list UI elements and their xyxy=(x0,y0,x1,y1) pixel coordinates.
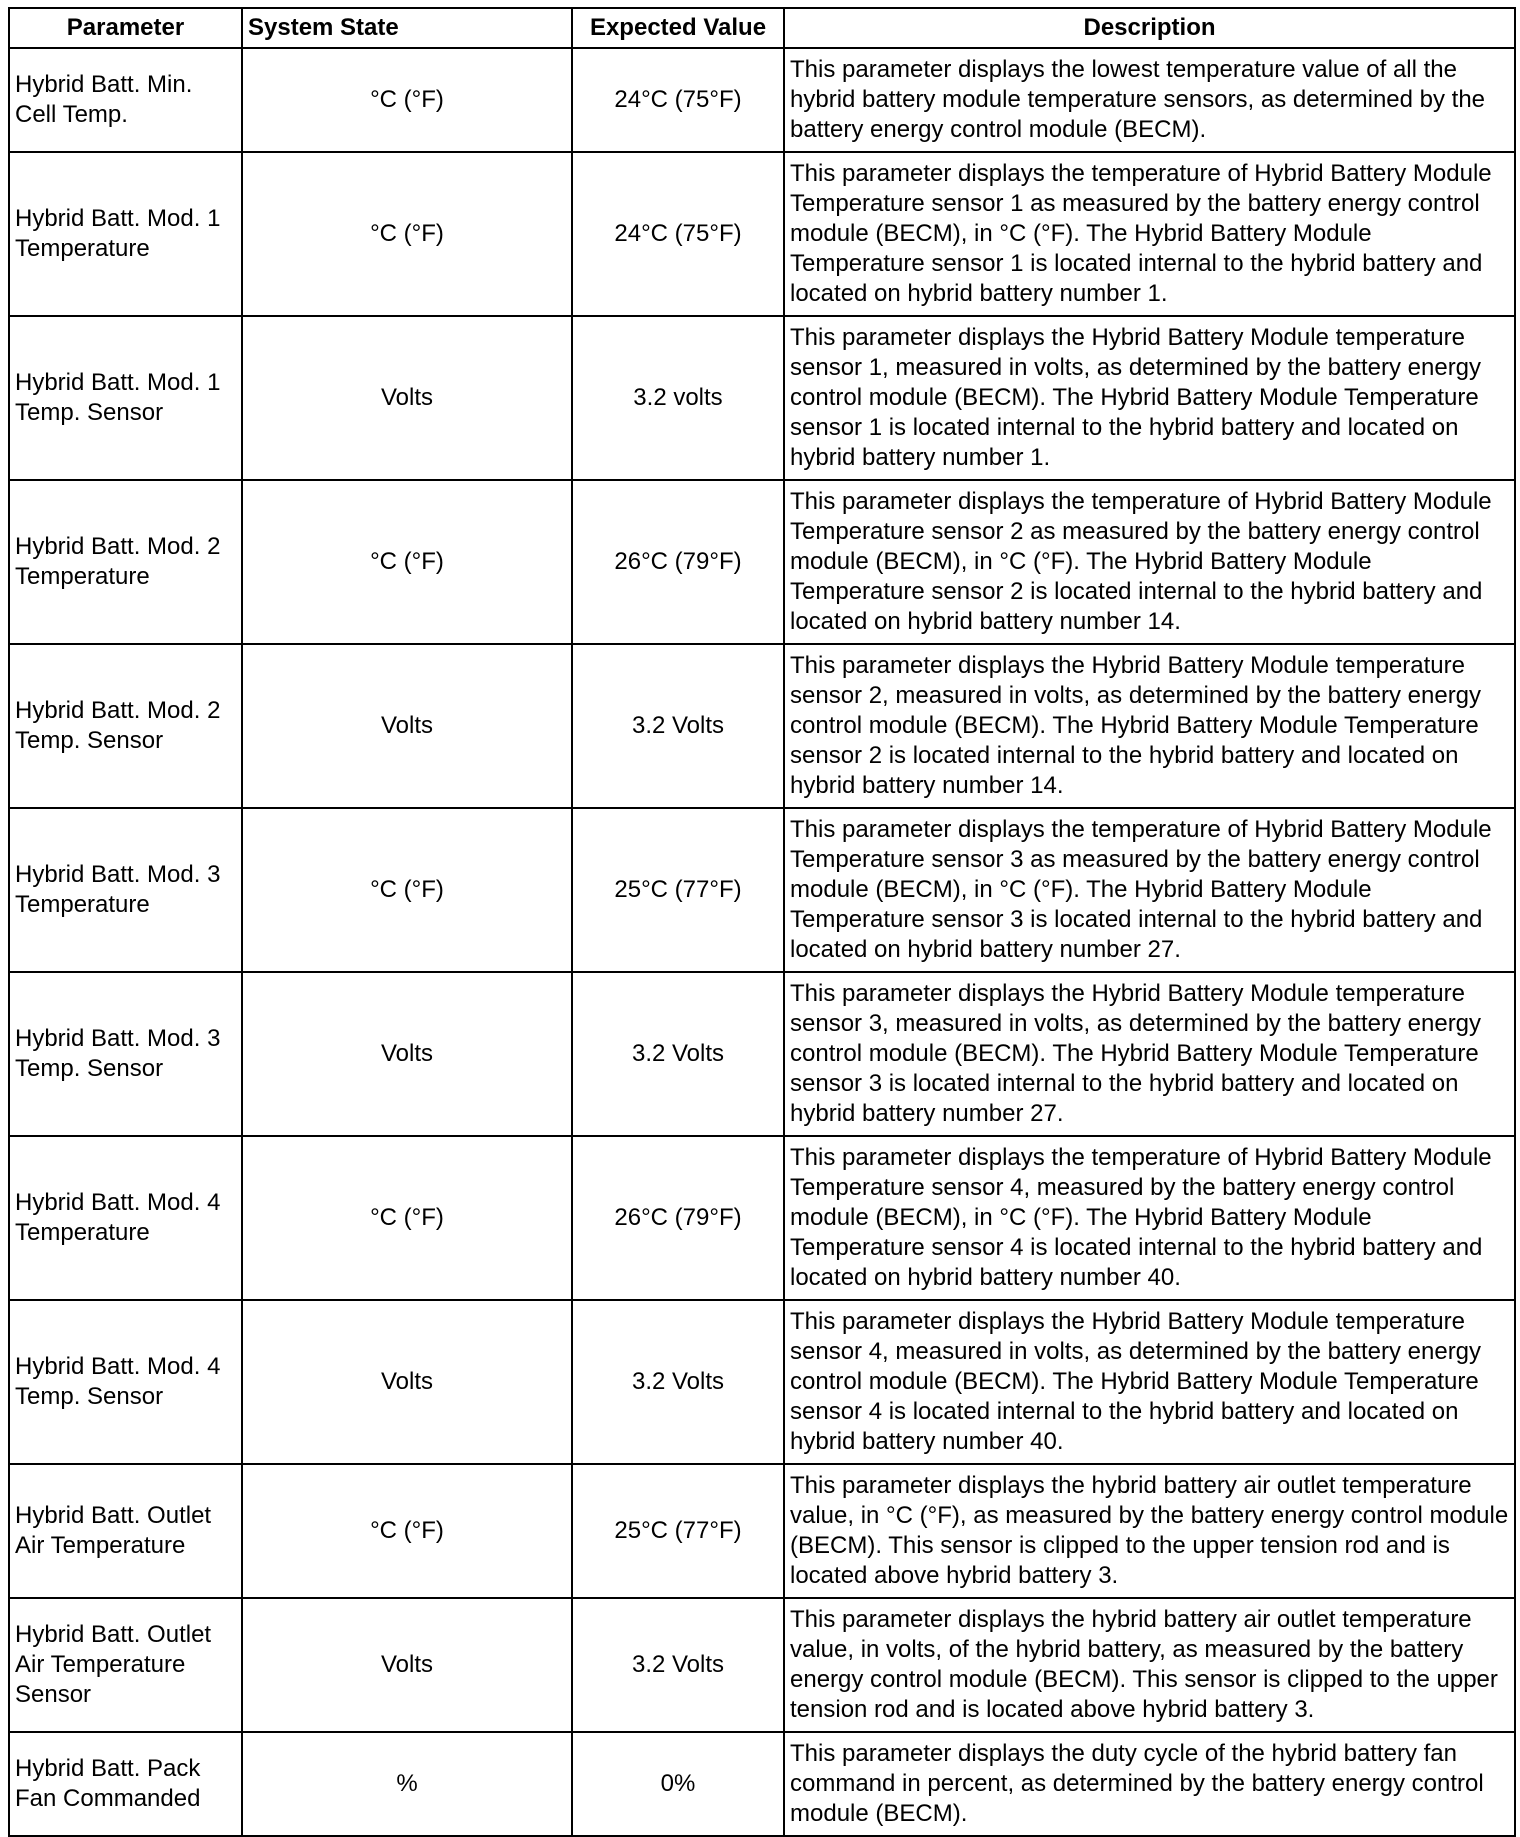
header-expected-value: Expected Value xyxy=(572,8,784,48)
parameter-cell: Hybrid Batt. Mod. 2 Temp. Sensor xyxy=(9,644,242,808)
table-row xyxy=(9,316,1515,480)
header-parameter: Parameter xyxy=(9,8,242,48)
expected-value-cell: 25°C (77°F) xyxy=(572,808,784,972)
table-row xyxy=(9,1732,1515,1836)
table-row xyxy=(9,48,1515,152)
description-cell: This parameter displays the hybrid battery air outlet temperature value, in volts, of the hybrid battery, as measured by the battery energy control module (BECM). This sensor is clipped to the upper tension rod and is located above hybrid battery 3. xyxy=(784,1598,1515,1732)
system-state-cell: °C (°F) xyxy=(242,1136,572,1300)
system-state-cell: °C (°F) xyxy=(242,152,572,316)
description-cell: This parameter displays the Hybrid Battery Module temperature sensor 2, measured in volts, as determined by the battery energy control module (BECM). The Hybrid Battery Module Temperature sensor 2 is located internal to the hybrid battery and located on hybrid battery number 14. xyxy=(784,644,1515,808)
description-cell: This parameter displays the temperature of Hybrid Battery Module Temperature sensor 3 as measured by the battery energy control module (BECM), in °C (°F). The Hybrid Battery Module Temperature sensor 3 is located internal to the hybrid battery and located on hybrid battery number 27. xyxy=(784,808,1515,972)
header-description: Description xyxy=(784,8,1515,48)
description-cell: This parameter displays the lowest temperature value of all the hybrid battery module temperature sensors, as determined by the battery energy control module (BECM). xyxy=(784,48,1515,152)
system-state-cell: % xyxy=(242,1732,572,1836)
parameter-cell: Hybrid Batt. Mod. 2 Temperature xyxy=(9,480,242,644)
expected-value-cell: 26°C (79°F) xyxy=(572,1136,784,1300)
parameter-cell: Hybrid Batt. Outlet Air Temperature xyxy=(9,1464,242,1598)
system-state-cell: °C (°F) xyxy=(242,1464,572,1598)
table-row xyxy=(9,972,1515,1136)
description-cell: This parameter displays the Hybrid Battery Module temperature sensor 1, measured in volts, as determined by the battery energy control module (BECM). The Hybrid Battery Module Temperature sensor 1 is located internal to the hybrid battery and located on hybrid battery number 1. xyxy=(784,316,1515,480)
table-row xyxy=(9,152,1515,316)
table-row xyxy=(9,808,1515,972)
table-body xyxy=(9,48,1515,1836)
system-state-cell: Volts xyxy=(242,972,572,1136)
table-row xyxy=(9,1464,1515,1598)
table-row xyxy=(9,1136,1515,1300)
parameter-cell: Hybrid Batt. Mod. 1 Temperature xyxy=(9,152,242,316)
expected-value-cell: 3.2 Volts xyxy=(572,1300,784,1464)
parameter-cell: Hybrid Batt. Mod. 1 Temp. Sensor xyxy=(9,316,242,480)
parameter-cell: Hybrid Batt. Mod. 3 Temperature xyxy=(9,808,242,972)
table-row xyxy=(9,1300,1515,1464)
table-header xyxy=(9,8,1515,48)
system-state-cell: Volts xyxy=(242,644,572,808)
description-cell: This parameter displays the duty cycle of the hybrid battery fan command in percent, as determined by the battery energy control module (BECM). xyxy=(784,1732,1515,1836)
system-state-cell: Volts xyxy=(242,316,572,480)
description-cell: This parameter displays the temperature of Hybrid Battery Module Temperature sensor 2 as measured by the battery energy control module (BECM), in °C (°F). The Hybrid Battery Module Temperature sensor 2 is located internal to the hybrid battery and located on hybrid battery number 14. xyxy=(784,480,1515,644)
expected-value-cell: 0% xyxy=(572,1732,784,1836)
table-row xyxy=(9,480,1515,644)
description-cell: This parameter displays the temperature of Hybrid Battery Module Temperature sensor 4, measured by the battery energy control module (BECM), in °C (°F). The Hybrid Battery Module Temperature sensor 4 is located internal to the hybrid battery and located on hybrid battery number 40. xyxy=(784,1136,1515,1300)
expected-value-cell: 3.2 Volts xyxy=(572,972,784,1136)
parameter-cell: Hybrid Batt. Pack Fan Commanded xyxy=(9,1732,242,1836)
expected-value-cell: 26°C (79°F) xyxy=(572,480,784,644)
parameter-cell: Hybrid Batt. Mod. 4 Temperature xyxy=(9,1136,242,1300)
description-cell: This parameter displays the Hybrid Battery Module temperature sensor 4, measured in volts, as determined by the battery energy control module (BECM). The Hybrid Battery Module Temperature sensor 4 is located internal to the hybrid battery and located on hybrid battery number 40. xyxy=(784,1300,1515,1464)
expected-value-cell: 25°C (77°F) xyxy=(572,1464,784,1598)
expected-value-cell: 3.2 volts xyxy=(572,316,784,480)
parameter-cell: Hybrid Batt. Mod. 4 Temp. Sensor xyxy=(9,1300,242,1464)
parameter-cell: Hybrid Batt. Outlet Air Temperature Sensor xyxy=(9,1598,242,1732)
system-state-cell: °C (°F) xyxy=(242,808,572,972)
parameter-table xyxy=(8,7,1516,1837)
header-system-state: System State xyxy=(242,8,572,48)
system-state-cell: °C (°F) xyxy=(242,480,572,644)
system-state-cell: Volts xyxy=(242,1300,572,1464)
expected-value-cell: 3.2 Volts xyxy=(572,644,784,808)
description-cell: This parameter displays the hybrid battery air outlet temperature value, in °C (°F), as measured by the battery energy control module (BECM). This sensor is clipped to the upper tension rod and is located above hybrid battery 3. xyxy=(784,1464,1515,1598)
header-row xyxy=(9,8,1515,48)
table-row xyxy=(9,644,1515,808)
expected-value-cell: 24°C (75°F) xyxy=(572,152,784,316)
parameter-cell: Hybrid Batt. Min. Cell Temp. xyxy=(9,48,242,152)
parameter-cell: Hybrid Batt. Mod. 3 Temp. Sensor xyxy=(9,972,242,1136)
description-cell: This parameter displays the Hybrid Battery Module temperature sensor 3, measured in volts, as determined by the battery energy control module (BECM). The Hybrid Battery Module Temperature sensor 3 is located internal to the hybrid battery and located on hybrid battery number 27. xyxy=(784,972,1515,1136)
expected-value-cell: 24°C (75°F) xyxy=(572,48,784,152)
table-row xyxy=(9,1598,1515,1732)
expected-value-cell: 3.2 Volts xyxy=(572,1598,784,1732)
system-state-cell: °C (°F) xyxy=(242,48,572,152)
description-cell: This parameter displays the temperature of Hybrid Battery Module Temperature sensor 1 as measured by the battery energy control module (BECM), in °C (°F). The Hybrid Battery Module Temperature sensor 1 is located internal to the hybrid battery and located on hybrid battery number 1. xyxy=(784,152,1515,316)
system-state-cell: Volts xyxy=(242,1598,572,1732)
